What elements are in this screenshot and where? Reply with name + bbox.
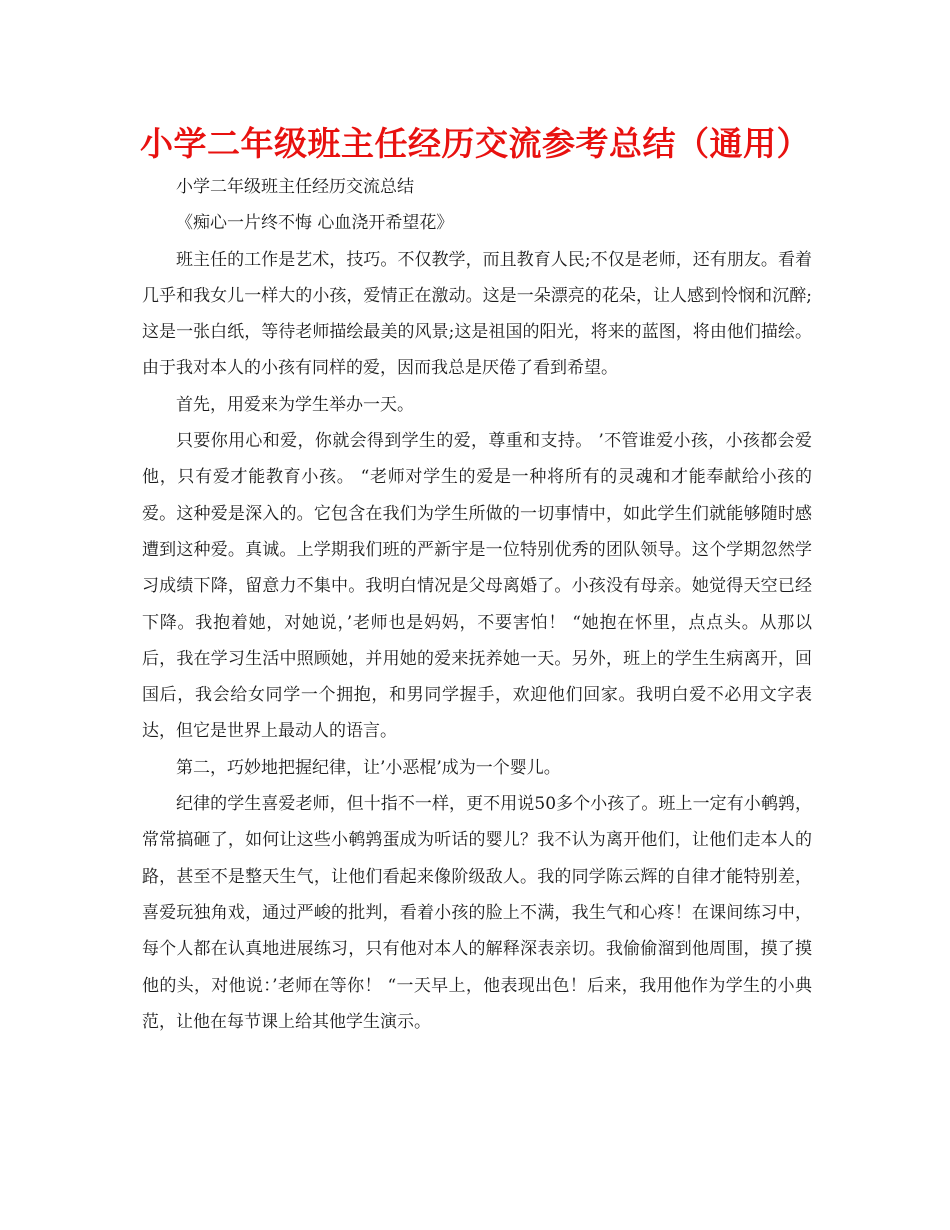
section-heading-first: 首先，用爱来为学生举办一天。 <box>176 394 414 415</box>
paragraph-intro: 班主任的工作是艺术，技巧。不仅教学，而且教育人民;不仅是老师，还有朋友。看着几乎和我女儿一样大的小孩，爱情正在激动。这是一朵漂亮的花朵，让人感到怜悯和沉醉;这是一张白纸，等待老师描绘最美的风景;这是祖国的阳光，将来的蓝图，将由他们描绘。由于我对本人的小孩有同样的爱，因而我总是厌倦了看到希望。 <box>142 249 812 379</box>
document-body <box>142 169 812 1040</box>
document-title: 小学二年级班主任经历交流参考总结（通用） <box>140 124 810 163</box>
paragraph-love: 只要你用心和爱，你就会得到学生的爱，尊重和支持。 ’不管谁爱小孩，小孩都会爱他，只有爱才能教育小孩。 “老师对学生的爱是一种将所有的灵魂和才能奉献给小孩的爱。这种爱是深入的。它包含在我们为学生所做的一切事情中，如此学生们就能够随时感遭到这种爱。真诚。上学期我们班的严新宇是一位特别优秀的团队领导。这个学期忽然学习成绩下降，留意力不集中。我明白情况是父母离婚了。小孩没有母亲。她觉得天空已经下降。我抱着她，对她说，’老师也是妈妈，不要害怕！ “她抱在怀里，点点头。从那以后，我在学习生活中照顾她，并用她的爱来抚养她一天。另外，班上的学生生病离开，回国后，我会给女同学一个拥抱，和男同学握手，欢迎他们回家。我明白爱不必用文字表达，但它是世界上最动人的语言。 <box>142 431 812 742</box>
paragraph-discipline: 纪律的学生喜爱老师，但十指不一样，更不用说50多个小孩了。班上一定有小鹌鹑，常常搞砸了，如何让这些小鹌鹑蛋成为听话的婴儿？我不认为离开他们，让他们走本人的路，甚至不是整天生气，让他们看起来像阶级敌人。我的同学陈云辉的自律才能特别差，喜爱玩独角戏，通过严峻的批判，看着小孩的脸上不满，我生气和心疼！在课间练习中，每个人都在认真地进展练习，只有他对本人的解释深表亲切。我偷偷溜到他周围，摸了摸他的头，对他说：’老师在等你！ “一天早上，他表现出色！后来，我用他作为学生的小典范，让他在每节课上给其他学生演示。 <box>142 794 812 1032</box>
section-heading-second: 第二，巧妙地把握纪律，让’小恶棍’成为一个婴儿。 <box>176 757 561 778</box>
subtitle-quote: 《痴心一片终不悔 心血浇开希望花》 <box>176 213 454 234</box>
subtitle: 小学二年级班主任经历交流总结 <box>176 177 414 197</box>
